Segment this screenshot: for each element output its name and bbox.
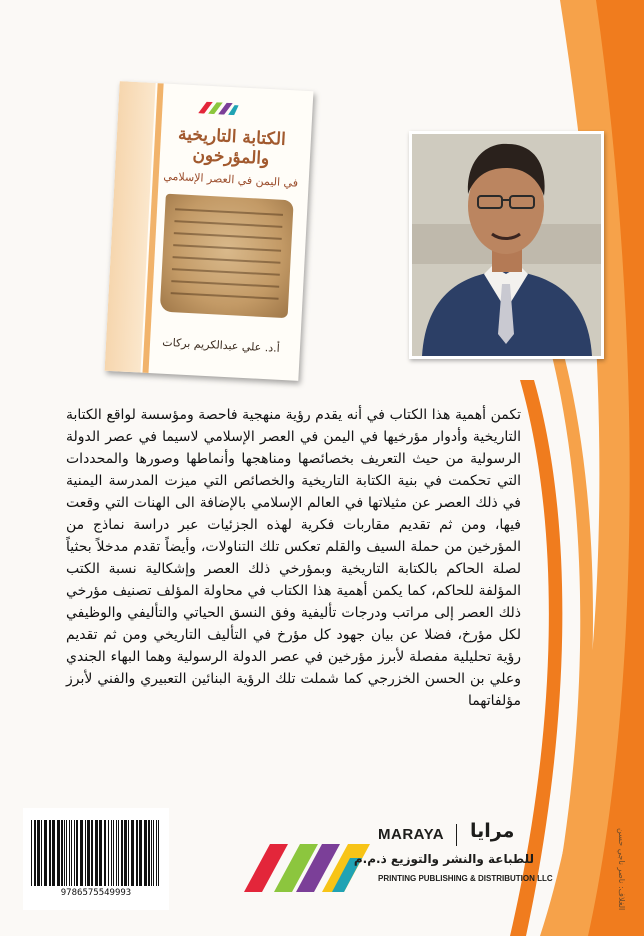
barcode-number: 9786575549993	[60, 888, 132, 898]
publisher-logo-small-icon	[198, 101, 239, 115]
book-author: أ.د. علي عبدالكريم بركات	[162, 335, 281, 355]
cover-credit: الغلاف: ناصر ناجي حسن	[617, 827, 626, 910]
book-cover-thumbnail	[105, 81, 314, 381]
author-portrait	[412, 134, 601, 356]
manuscript-image	[160, 194, 294, 319]
publisher-name-ar: مرايا	[470, 820, 515, 842]
book-description: تكمن أهمية هذا الكتاب في أنه يقدم رؤية منهجية فاحصة ومؤسسة لواقع الكتابة التاريخية وأدوار مؤرخيها في اليمن في العصر الإسلامي لاسيما في عصر الدولة الرسولية من حيث التعريف بخصائصها ومناهجها وأنماطها وصورها والمحددات التي تحكمت في بنية الكتابة التاريخية والخصائص التي ميزت المدرسة اليمنية في ذلك العصر عن مثيلاتها في العالم الإسلامي بالإضافة الى الهنات التي وقعت فيها، ومن ثم تقديم مقاربات فكرية لهذه الجزئيات عبر دراسة نماذج من المؤرخين من حملة السيف والقلم تعكس تلك التناولات، وأيضاً تقدم مدخلاً بحثياً لصلة الحاكم بالكتابة التاريخية وبمؤرخي ذلك العصر وإشكالية نسبة الكتب المؤلفة للحاكم، كما يكمن أهمية هذا الكتاب في محاولة المؤلف تصنيف مؤرخي ذلك العصر إلى مراتب ودرجات تأليفية وفق النسق الحياتي والتأليفي والوظيفي لكل مؤرخ، فضلا عن بيان جهود كل مؤرخ في التأليف التاريخي ومن ثم تقديم رؤية تحليلية مفصلة لأبرز مؤرخين في عصر الدولة الرسولية وهما البهاء الجندي وعلي بن الحسن الخزرجي كما شملت تلك الرؤية البنائين التعبيري والفني لأبرز مؤلفاتهما	[66, 407, 521, 709]
publisher-tagline-en: PRINTING PUBLISHING & DISTRIBUTION LLC	[378, 874, 553, 883]
book-title: الكتابة التاريخية والمؤرخون	[177, 124, 287, 170]
publisher-tagline-ar: للطباعة والنشر والتوزيع ذ.م.م	[353, 852, 534, 866]
book-subtitle: في اليمن في العصر الإسلامي	[163, 169, 299, 190]
publisher-divider	[456, 824, 457, 846]
publisher-logo-icon	[244, 840, 370, 892]
barcode-bars	[29, 820, 163, 886]
publisher-name-en: MARAYA	[378, 826, 445, 843]
author-photo	[409, 131, 604, 359]
barcode	[23, 808, 169, 910]
